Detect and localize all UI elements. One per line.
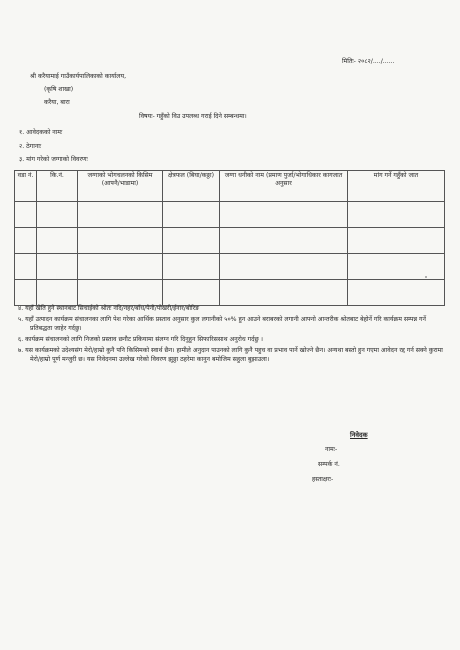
recommendation-request-paragraph: ६. कार्यक्रम संचालनको लागि निजको प्रस्ताव छनौट प्रकियामा संलग्न गरि दिनुहुन सिफारिससाथ अनुरोध गर्दछु । [18,336,264,344]
applicant-heading: निवेदक [350,431,368,439]
subject-line: विषयः- गहुँको विउ उपलब्ध गराई दिने सम्बन्धमा। [139,113,247,120]
table-row [15,202,445,228]
paper-speck [425,276,427,278]
recipient-section: (कृषि शाखा) [44,86,74,93]
table-cell[interactable] [15,228,37,254]
table-row [15,254,445,280]
table-cell[interactable] [78,228,163,254]
table-cell[interactable] [348,228,445,254]
table-cell[interactable] [78,202,163,228]
table-cell[interactable] [15,280,37,306]
no-conflict-declaration-paragraph: ७. यस कार्यक्रमको उदेश्यसंग मेरो/हाम्रो कुनै पनि किसिमको स्वार्थ छैन। हामीले अनुदान पाउनको लागि कुनै पहुच वा प्रभाव पार्ने खोज्ने छैन। अन्यथा बस्तो हुन गएमा आवेदन रद्द गर्न सक्ने कुरामा मेरो/हाम्रो पूर्ण मन्जुरी छ। यस निवेदनमा उल्लेख गरेको विवरण झुठ्ठा ठहरेमा कानुन बमोजिम सहुला बुझाउला। [18,347,443,363]
date-line: मितिः- २०८२/..../...... [342,58,395,65]
recipient-office: श्री करैयामाई गाउँकार्यपालिकाको कार्यालय, [30,73,127,80]
header-land-use-type: जग्गाको भोगचलनको किसिम (आफ्नै/भाडामा) [78,171,163,202]
header-plot-no: कि.नं. [37,171,78,202]
table-cell[interactable] [15,254,37,280]
table-cell[interactable] [220,228,348,254]
land-details-table [14,170,445,306]
table-cell[interactable] [37,228,78,254]
applicant-name-field: १. आवेदकको नामः [19,129,63,136]
table-cell[interactable] [163,280,220,306]
table-cell[interactable] [78,280,163,306]
table-cell[interactable] [37,280,78,306]
table-cell[interactable] [220,254,348,280]
table-cell[interactable] [163,254,220,280]
header-area: क्षेत्रफल (बिघा/कठ्ठा) [163,171,220,202]
table-cell[interactable] [348,202,445,228]
table-cell[interactable] [37,254,78,280]
table-row [15,228,445,254]
investment-commitment-paragraph: ५. यहाँ उत्पादन कार्यक्रम संचालनका लागि पेश गरेका आर्थिक प्रस्ताव अनुसार कुल लगानीको ५०% हुन आउने बराबरको लगानी आफ्नो आन्तरीक श्रोतबाट बेहोर्ने गरि कार्यक्रम सम्पन्न गर्ने प्रतिबद्धता जाहेर गर्दछु। [18,316,426,332]
address-field: २. ठेगानाः [19,143,42,150]
table-cell[interactable] [78,254,163,280]
irrigation-source-paragraph: ४. यहाँ खेति हुने स्थानबाट सिचाईको श्रोतः नदि/नहर/बाँध/पैनी/पोखरी/ईनार/बोरिङ [18,305,200,312]
table-cell[interactable] [348,254,445,280]
recipient-location: करैया, बारा [44,99,70,106]
table-cell[interactable] [15,202,37,228]
applicant-name-line: नामः- [325,446,338,453]
table-cell[interactable] [220,280,348,306]
signature-line: हस्ताक्षरः- [312,476,334,483]
table-cell[interactable] [37,202,78,228]
table-cell[interactable] [220,202,348,228]
table-cell[interactable] [163,202,220,228]
header-wheat-variety: मांग गर्ने गहुँको जात [348,171,445,202]
header-ward-no: वडा नं. [15,171,37,202]
contact-number-line: सम्पर्क नं. [318,461,340,468]
table-header-row [15,171,445,202]
declaration-paragraphs [18,305,446,367]
table-cell[interactable] [163,228,220,254]
table-cell[interactable] [348,280,445,306]
table-row [15,280,445,306]
land-details-label: ३. मांग गरेको जग्गाको विवरणः [19,156,88,163]
header-landowner-name: जग्गा धनीको नाम (प्रमाण पुर्जा/भोगाधिकार कागजात अनुसार [220,171,348,202]
